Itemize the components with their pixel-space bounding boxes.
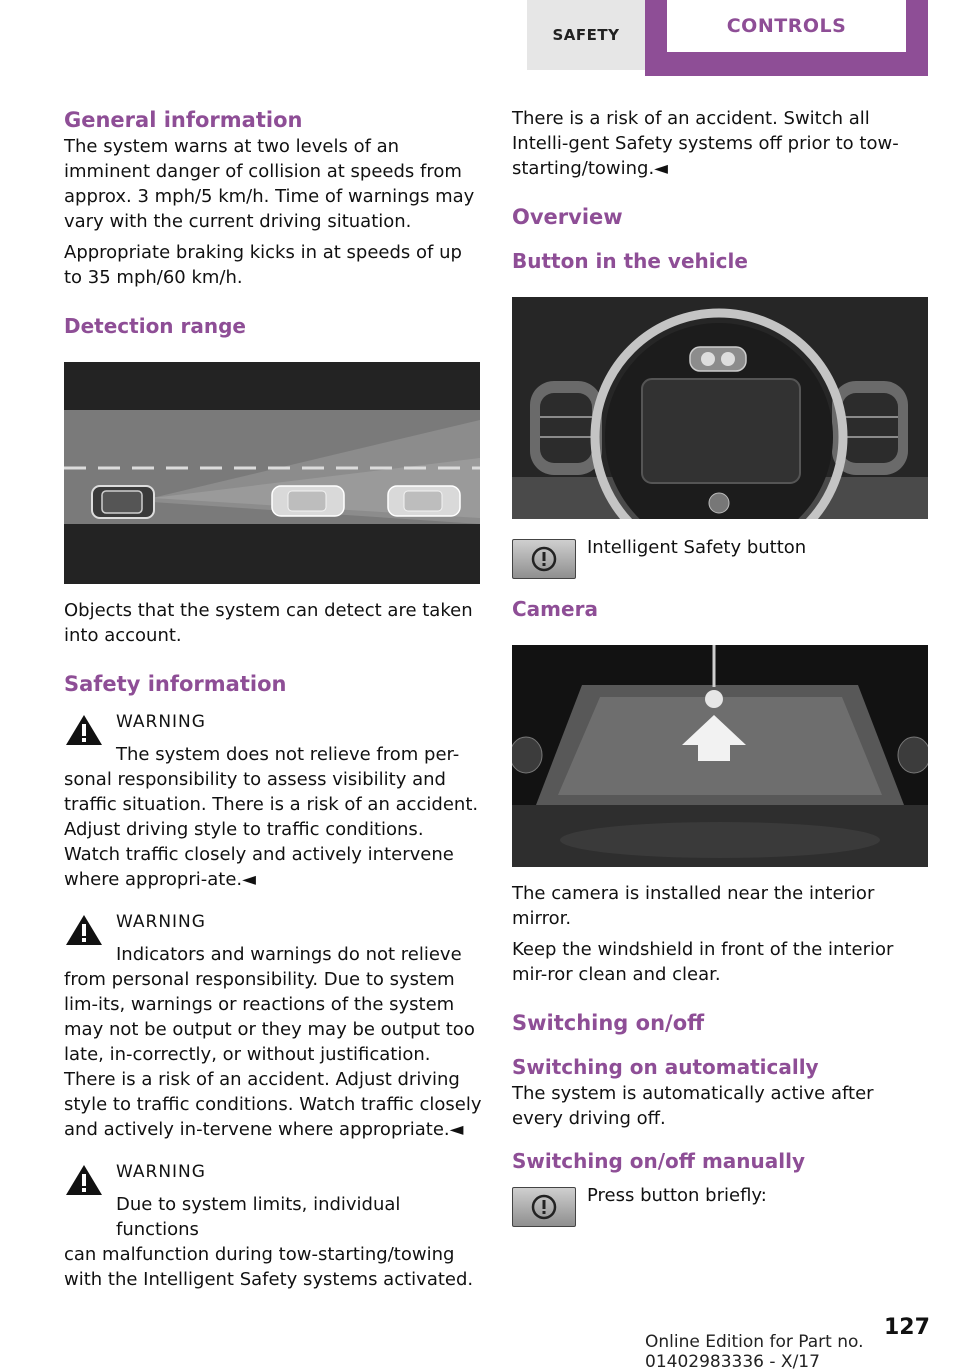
warning-triangle-icon <box>64 712 104 748</box>
warning-first-line: Indicators and warnings do not relieve <box>116 944 462 965</box>
warning-continuation: There is a risk of an accident. Switch all Intelli-gent Safety systems off prior to tow-starting/towing.◄ <box>512 108 899 179</box>
intelligent-safety-button-icon[interactable] <box>512 1187 576 1227</box>
right-column <box>512 106 930 1227</box>
header-tab-controls-label: CONTROLS <box>726 15 847 37</box>
general-paragraph-2: Appropriate braking kicks in at speeds of up to 35 mph/60 km/h. <box>64 242 462 288</box>
warning-block-1 <box>64 710 482 892</box>
warning-block-3 <box>64 1160 482 1292</box>
manual-switch-row <box>512 1183 930 1227</box>
page-number: 127 <box>884 1315 930 1340</box>
detection-caption: Objects that the system can detect are taken into account. <box>64 600 473 646</box>
switching-manual-heading: Switching on/off manually <box>512 1149 806 1173</box>
warning-block-2 <box>64 910 482 1142</box>
switching-auto-paragraph: The system is automatically active after every driving off. <box>512 1083 874 1129</box>
warning-body: from personal responsibility. Due to system lim-its, warnings or reactions of the system may not be output or they may be output too late, in-correctly, or without justification. There is a risk of an accident. Adjust driving style to traffic conditions. Watch traffic closely and actively in-tervene where appropriate.◄ <box>64 969 482 1140</box>
detected-car <box>272 486 344 516</box>
general-information-heading: General information <box>64 108 303 132</box>
safety-information-heading: Safety information <box>64 672 287 696</box>
camera-paragraph-1: The camera is installed near the interior mirror. <box>512 883 875 929</box>
overview-heading: Overview <box>512 205 623 229</box>
camera-paragraph-2: Keep the windshield in front of the interior mir-ror clean and clear. <box>512 939 894 985</box>
footer-edition-text: Online Edition for Part no. 01402983336 - X/17 <box>645 1332 864 1372</box>
detection-range-illustration <box>64 362 480 584</box>
left-column <box>64 106 482 1292</box>
dashboard-button-illustration <box>512 297 928 519</box>
header-tab-safety <box>527 0 645 70</box>
intelligent-safety-button-label: Intelligent Safety button <box>587 537 807 558</box>
intelligent-safety-button-icon[interactable] <box>512 539 576 579</box>
button-in-vehicle-heading: Button in the vehicle <box>512 249 748 273</box>
intelligent-safety-button-row <box>512 535 930 579</box>
warning-first-line: Due to system limits, individual functions <box>116 1194 401 1240</box>
camera-heading: Camera <box>512 597 598 621</box>
warning-title: WARNING <box>116 912 206 932</box>
warning-triangle-icon <box>64 1162 104 1198</box>
own-car <box>92 486 154 518</box>
manual-switch-label: Press button briefly: <box>587 1185 767 1206</box>
warning-first-line: The system does not relieve from per- <box>116 744 460 765</box>
detection-range-heading: Detection range <box>64 314 246 338</box>
warning-title: WARNING <box>116 712 206 732</box>
warning-title: WARNING <box>116 1162 206 1182</box>
warning-triangle-icon <box>64 912 104 948</box>
header-tab-controls <box>645 0 928 76</box>
warning-body: sonal responsibility to assess visibility and traffic situation. There is a risk of an accident. Adjust driving style to traffic conditions. Watch traffic closely and actively intervene where appropri-ate.◄ <box>64 769 479 890</box>
switching-auto-heading: Switching on automatically <box>512 1055 819 1079</box>
camera-location-illustration <box>512 645 928 867</box>
switching-heading: Switching on/off <box>512 1011 705 1035</box>
general-paragraph-1: The system warns at two levels of an imminent danger of collision at speeds from approx. 3 mph/5 km/h. Time of warnings may vary with the current driving situation. <box>64 136 475 232</box>
detected-car <box>388 486 460 516</box>
header-tab-safety-label: SAFETY <box>552 26 620 44</box>
warning-body: can malfunction during tow-starting/towing with the Intelligent Safety systems activated. <box>64 1244 474 1290</box>
